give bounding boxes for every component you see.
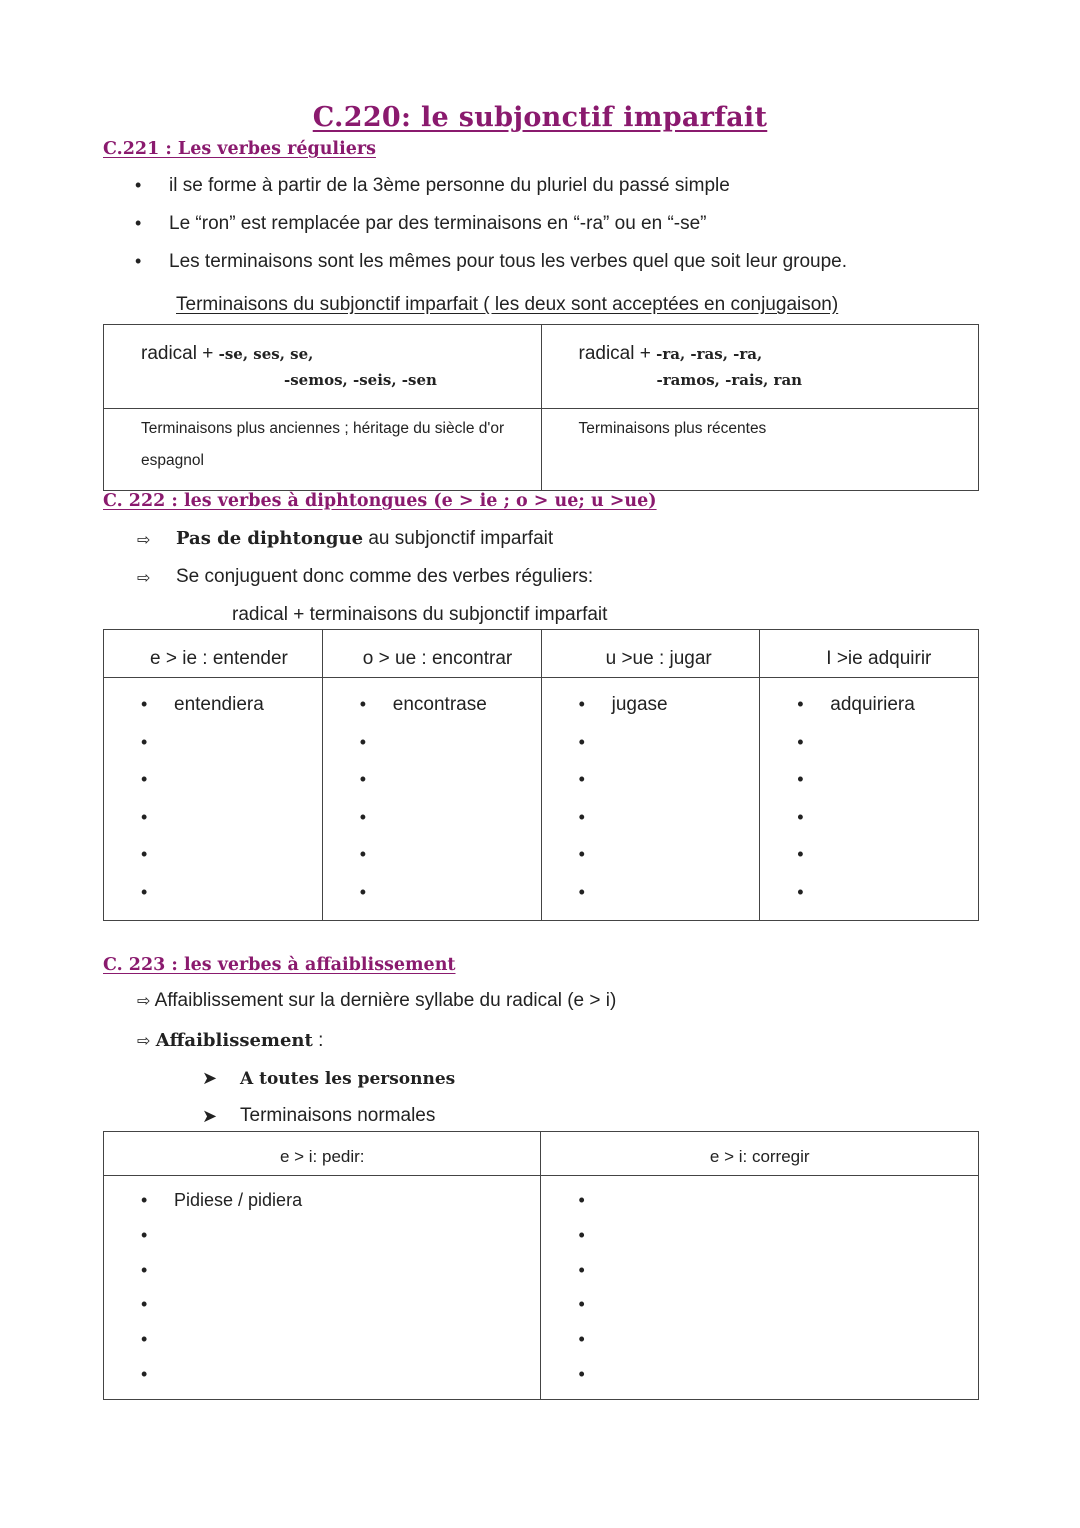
radical-label: radical + [578,343,657,364]
sub-point-all-persons: A toutes les personnes [240,1069,456,1089]
note-cell-old [104,409,542,491]
col-body-entender [104,678,323,921]
list-item: • adquiriera [797,694,915,715]
list-item: • Pidiese / pidiera [141,1190,303,1210]
point-text: Affaiblissement sur la dernière syllabe du radical (e > i) [154,990,617,1011]
list-item: • [141,731,148,752]
point-bold: Pas de diphtongue [176,528,364,549]
point-bold: Affaiblissement [155,1030,313,1051]
page-title: C.220: le subjonctif imparfait [312,102,768,133]
arrow-icon: ⇨ [137,570,151,587]
arrow-icon: ⇨ [137,532,151,549]
col-head-jugar: u >ue : jugar [541,630,760,678]
list-item: • [578,1259,585,1280]
endings-table [103,324,979,491]
col-head-pedir: e > i: pedir: [104,1132,541,1176]
list-item: • [578,1190,585,1210]
list-item: • encontrase [359,694,487,715]
point-rest: au subjonctif imparfait [363,528,554,549]
formula: radical + terminaisons du subjonctif imparfait [232,604,608,625]
list-item: • [141,1363,148,1384]
list-item: • [359,844,367,865]
bullet-text: Les terminaisons sont les mêmes pour tous les verbes quel que soit leur groupe. [169,251,848,272]
col-head-adquirir: I >ie adquirir [760,630,979,678]
arrow-icon: ⇨ [137,1033,151,1050]
list-item: • [359,769,367,790]
list-item: • [359,731,367,752]
col-body-jugar [541,678,760,921]
bullet-icon: • [135,213,142,233]
list-item: • [797,731,804,752]
list-item: • [578,844,585,865]
triangle-bullet-icon: ➤ [202,1068,218,1088]
triangle-bullet-icon: ➤ [202,1106,218,1126]
list-item: • [141,806,148,827]
list-item: • [141,769,148,790]
section-heading-223: C. 223 : les verbes à affaiblissement [103,955,456,975]
point-no-diphthong [176,528,553,550]
list-item: • [797,769,804,790]
note-old: Terminaisons plus anciennes ; héritage du siècle d'or espagnol [141,420,505,469]
note-recent: Terminaisons plus récentes [578,420,767,437]
point-weakening [137,990,616,1012]
list-item: • [359,881,367,902]
bullet-icon: • [135,251,142,271]
point-regular: Se conjuguent donc comme des verbes réguliers: [176,566,594,587]
col-body-corregir [541,1176,979,1400]
list-item: • [578,1294,585,1315]
list-item: • [797,844,804,865]
list-item: • [578,881,585,902]
weakening-table [103,1131,979,1400]
list-item: • [578,769,585,790]
list-item: • [141,1329,148,1350]
list-item: • [359,806,367,827]
list-item: • [578,806,585,827]
list-item: • [578,1363,585,1384]
note-cell-recent [541,409,979,491]
point-weakening-all [137,1030,323,1052]
list-item: • [578,1329,585,1350]
list-item: • [141,1259,148,1280]
bullet-item [135,175,141,197]
col-body-pedir [104,1176,541,1400]
point-rest: : [312,1030,324,1051]
col-head-encontrar: o > ue : encontrar [322,630,541,678]
sub-point-normal-endings: Terminaisons normales [240,1105,436,1126]
col-head-entender: e > ie : entender [104,630,323,678]
ending-cell-ra [541,325,979,409]
list-item: • entendiera [141,694,264,715]
list-item: • [141,1224,148,1245]
section-heading-222: C. 222 : les verbes à diphtongues (e > ie ; o > ue; u >ue) [103,491,657,511]
arrow-icon: ⇨ [137,993,151,1010]
section-heading-221: C.221 : Les verbes réguliers [103,139,376,159]
list-item: • jugase [578,694,668,715]
se-endings-line2: -semos, -seis, -sen [284,371,437,389]
se-endings-line1: -se, ses, se, [218,345,314,363]
bullet-item [135,251,141,273]
radical-label: radical + [141,343,219,364]
col-body-adquirir [760,678,979,921]
bullet-item [135,213,141,235]
list-item: • [797,806,804,827]
ra-endings-line2: -ramos, -rais, ran [656,371,803,389]
list-item: • [141,844,148,865]
ending-cell-se [104,325,542,409]
diphthong-table [103,629,979,921]
ra-endings-line1: -ra, -ras, -ra, [656,345,763,363]
col-body-encontrar [322,678,541,921]
bullet-icon: • [135,175,142,195]
bullet-text: Le “ron” est remplacée par des terminaisons en “-ra” ou en “-se” [169,213,707,234]
table-caption: Terminaisons du subjonctif imparfait ( les deux sont acceptées en conjugaison) [176,294,839,315]
bullet-text: il se forme à partir de la 3ème personne du pluriel du passé simple [169,175,730,196]
list-item: • [578,731,585,752]
list-item: • [141,881,148,902]
col-head-corregir: e > i: corregir [541,1132,979,1176]
list-item: • [797,881,804,902]
list-item: • [141,1294,148,1315]
list-item: • [578,1224,585,1245]
